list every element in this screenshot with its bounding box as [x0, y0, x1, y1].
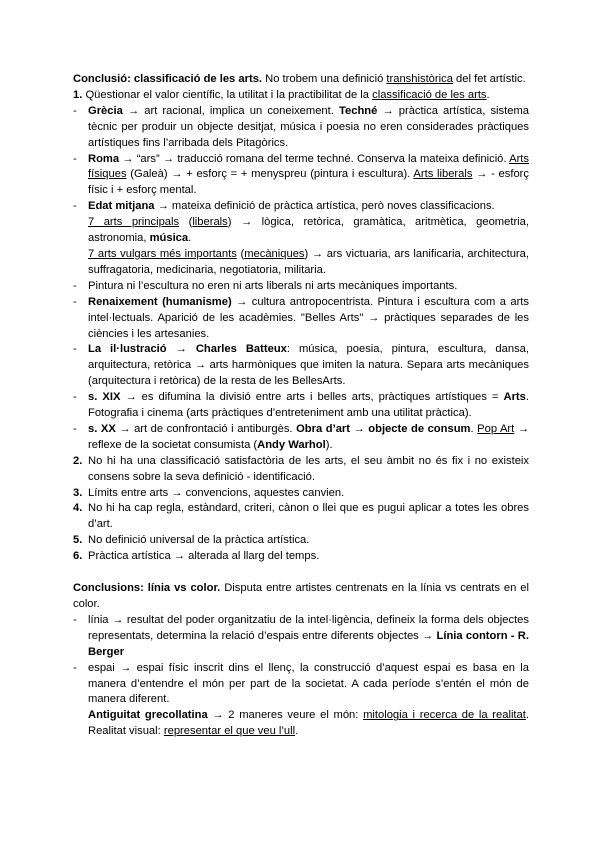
- list-item-s-xx: - s. XX → art de confrontació i antiburgès. Obra d’art → objecte de consum. Pop Art → reflexe de la societat consumista (Andy Warhol).: [73, 422, 530, 451]
- section-2-title: Conclusions: línia vs color.: [73, 582, 221, 595]
- section-spacer: [73, 565, 529, 581]
- list-item-renaixement: - Renaixement (humanisme) → cultura antropocentrista. Pintura i escultura com a arts intel·lectuals. Aparició de les acadèmies. "Belles Arts" → pràctiques separades de les ciències i les artesanies.: [73, 295, 529, 340]
- list-item-edat-mitjana: - Edat mitjana → mateixa definició de pràctica artística, però noves classificacions.: [73, 200, 495, 213]
- sub-item-arts-vulgars: 7 arts vulgars més importants (mecàniques) → ars victuaria, ars lanificaria, architectura, suffragatoria, medicinaria, negotiatoria, militaria.: [88, 247, 529, 276]
- list-item-illustracio: - La il·lustració → Charles Batteux: música, poesia, pintura, escultura, dansa, arquitectura, retòrica → arts harmòniques que imiten la natura. Separa arts mecàniques (arquitectura i retòrica) de la resta de les BellesArts.: [73, 343, 529, 388]
- list-item-s-xix: - s. XIX → es difumina la divisió entre arts i belles arts, pràctiques artístiques = Arts. Fotografia i cinema (arts pràctiques d’entreteniment amb una utilitat pràctica).: [73, 391, 529, 420]
- list-item-grecia: - Grècia → art racional, implica un coneixement. Techné → pràctica artística, sistema tècnic per produir un objecte desitjat, música i poesia no eren considerades pràctiques artístiques fins l’arribada dels Pitagòrics.: [73, 104, 529, 149]
- numbered-item-2: 2. No hi ha una classificació satisfactòria de les arts, el seu àmbit no és fix i no existeix consens sobre la seva definició - identificació.: [73, 454, 529, 483]
- sub-item-arts-principals: 7 arts principals (liberals) → lògica, retòrica, gramàtica, aritmètica, geometria, astronomia, música.: [88, 216, 529, 245]
- numbered-item-3: 3. Límits entre arts → convencions, aquestes canvien.: [73, 486, 345, 499]
- section-1-title: Conclusió: classificació de les arts.: [73, 73, 263, 85]
- numbered-item-5: 5. No definició universal de la pràctica artística.: [73, 534, 310, 547]
- numbered-item-1: 1. Qüestionar el valor científic, la utilitat i la practibilitat de la classificació de les arts.: [73, 88, 490, 101]
- section-2-intro: Conclusions: línia vs color. Disputa entre artistes centrenats en la línia vs centrats en el color.: [73, 582, 529, 610]
- document-page: [73, 72, 529, 740]
- sub-item-antiguitat: Antiguitat grecollatina → 2 maneres veure el món: mitologia i recerca de la realitat. Realitat visual: representar el que veu l’ull.: [88, 709, 529, 738]
- list-item-espai: - espai → espai físic inscrit dins el llenç, la construcció d’aquest espai es basa en la manera d’entendre el món per part de la societat. A cada període s’entén el món de manera diferent.: [73, 661, 529, 706]
- numbered-item-4: 4. No hi ha cap regla, estàndard, criteri, cànon o llei que es pugui aplicar a totes les obres d’art.: [73, 502, 529, 531]
- section-1-intro: Conclusió: classificació de les arts. No trobem una definició transhistòrica del fet artístic.: [73, 73, 526, 85]
- numbered-item-6: 6. Pràctica artística → alterada al llarg del temps.: [73, 550, 320, 563]
- list-item-linia: - línia → resultat del poder organitzatiu de la intel·ligència, defineix la forma dels objectes representats, determina la relació d’espais entre diferents objectes → Línia contorn - R. Berger: [73, 613, 529, 658]
- list-item-roma: - Roma → “ars” → traducció romana del terme techné. Conserva la mateixa definició. Arts físiques (Galeà) → + esforç = + menyspreu (pintura i escultura). Arts liberals → - esforç físic i + esforç mental.: [73, 152, 530, 197]
- list-item-pintura: - Pintura ni l’escultura no eren ni arts liberals ni arts mecàniques importants.: [73, 279, 458, 292]
